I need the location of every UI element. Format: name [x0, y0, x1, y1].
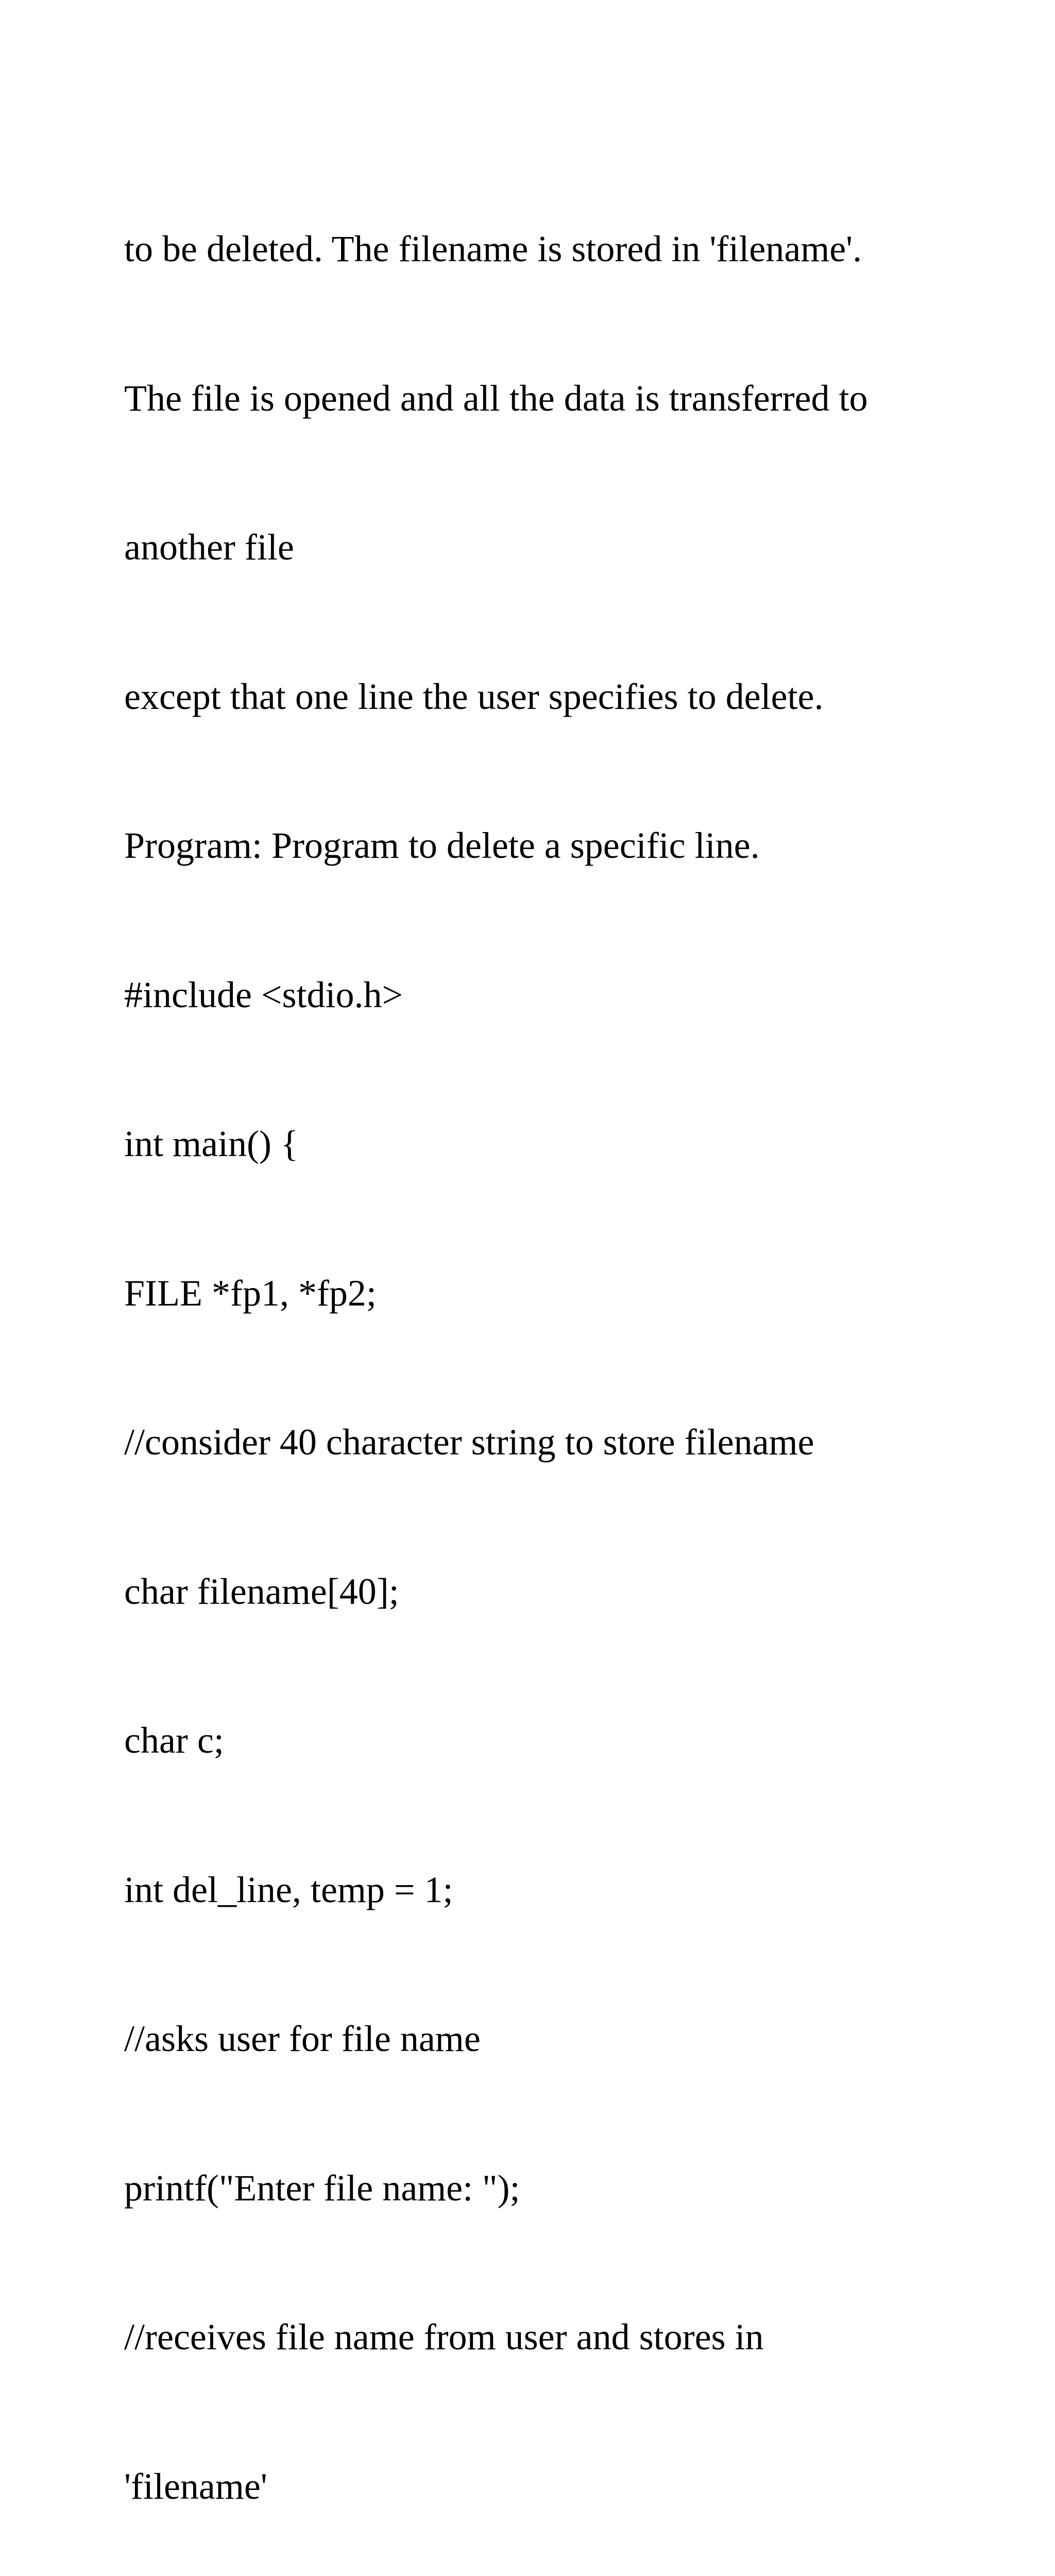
document-body [124, 125, 1031, 2576]
code-comment-line: //consider 40 character string to store filename [124, 1421, 814, 1463]
text-line: except that one line the user specifies to delete. [124, 675, 824, 717]
code-line: int main() { [124, 1123, 299, 1164]
text-line: another file [124, 527, 294, 568]
code-line: int del_line, temp = 1; [124, 1869, 453, 1910]
code-line: char c; [124, 1720, 224, 1761]
code-comment-line: //receives file name from user and stores in [124, 2316, 764, 2358]
code-line: #include <stdio.h> [124, 974, 403, 1015]
code-line: printf("Enter file name: "); [124, 2167, 520, 2209]
program-title-line: Program: Program to delete a specific line. [124, 825, 760, 866]
text-line: The file is opened and all the data is transferred to [124, 377, 868, 419]
code-comment-line: 'filename' [124, 2465, 267, 2507]
code-line: char filename[40]; [124, 1570, 399, 1612]
code-line: FILE *fp1, *fp2; [124, 1272, 377, 1314]
text-line: to be deleted. The filename is stored in 'filename'. [124, 228, 862, 269]
code-comment-line: //asks user for file name [124, 2018, 481, 2059]
